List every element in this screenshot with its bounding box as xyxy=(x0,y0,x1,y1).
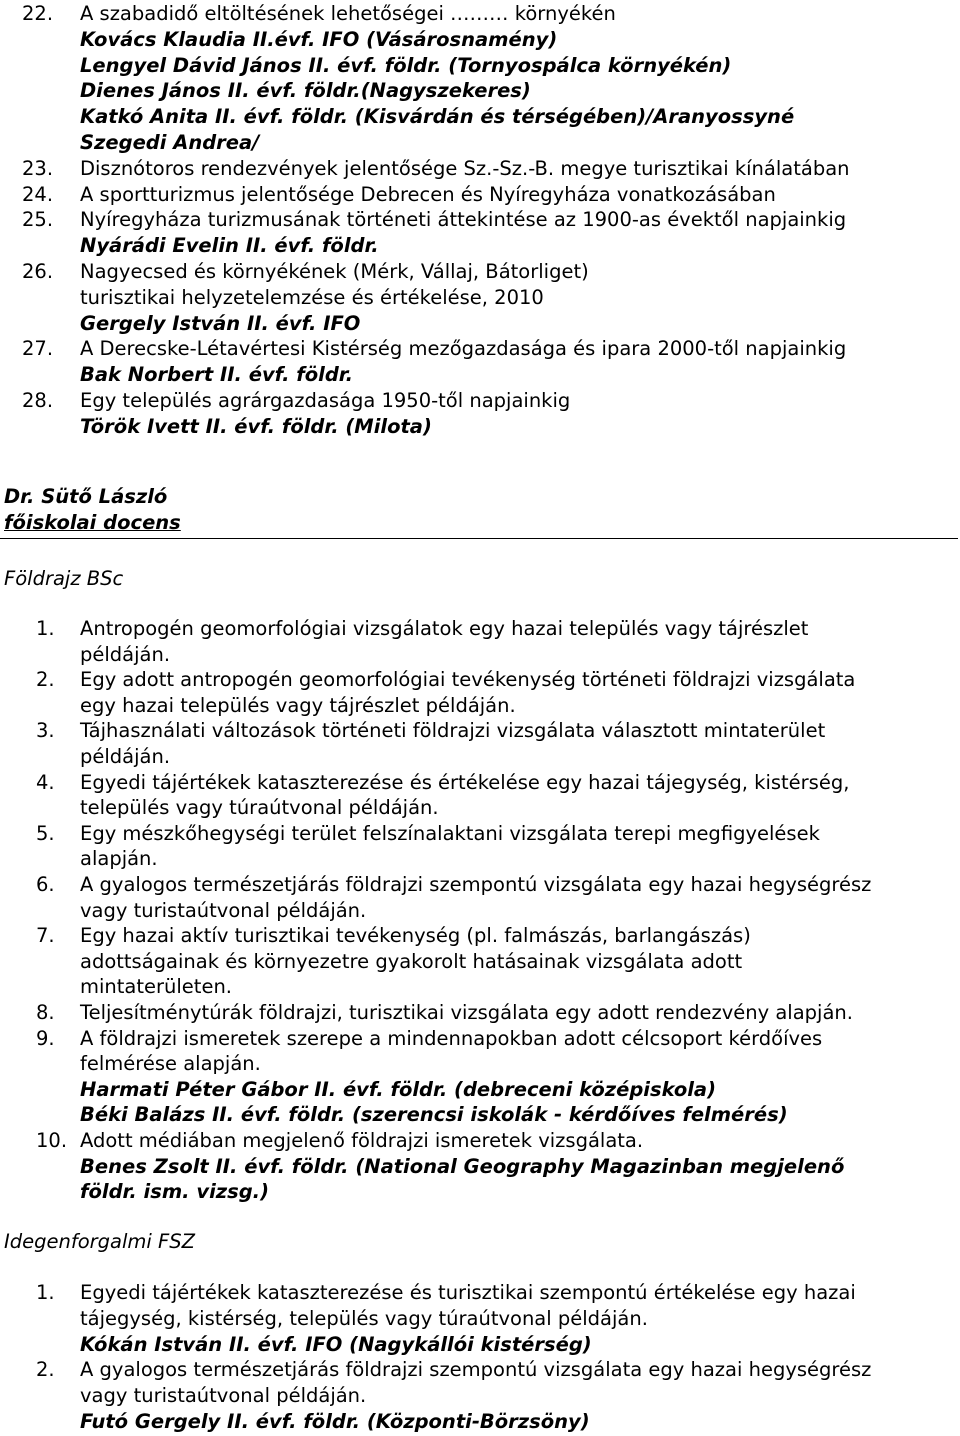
topic-line: Adott médiában megjelenő földrajzi ismeretek vizsgálata. xyxy=(80,1129,644,1152)
topic-line: vagy turistaútvonal példáján. xyxy=(80,1384,367,1408)
supervisor-name: Dr. Sütő László xyxy=(4,485,168,508)
item-number: 8. xyxy=(36,1001,55,1024)
topic-line: A sportturizmus jelentősége Debrecen és Nyíregyháza vonatkozásában xyxy=(80,182,776,206)
item-number: 26. xyxy=(22,260,54,283)
topic-line: település vagy túraútvonal példáján. xyxy=(80,796,439,820)
student-line: Kovács Klaudia II.évf. IFO (Vásárosnamény) xyxy=(80,27,558,51)
student-line: Katkó Anita II. évf. földr. (Kisvárdán és térségében)/Aranyossyné xyxy=(80,105,795,129)
topic-line: egy hazai település vagy tájrészlet példáján. xyxy=(80,693,516,717)
topic-line: vagy turistaútvonal példáján. xyxy=(80,898,367,922)
topic-line: tájegység, kistérség, település vagy túraútvonal példáján. xyxy=(80,1306,648,1330)
item-number: 22. xyxy=(22,2,54,25)
item-number: 2. xyxy=(36,668,55,692)
topic-line: A gyalogos természetjárás földrajzi szempontú vizsgálata egy hazai hegységrész xyxy=(80,1358,872,1382)
student-line: Béki Balázs II. évf. földr. (szerencsi iskolák - kérdőíves felmérés) xyxy=(80,1103,788,1127)
topic-line: felmérése alapján. xyxy=(80,1052,261,1076)
topic-line: példáján. xyxy=(80,642,171,666)
section-heading-idegenforgalmi-fsz: Idegenforgalmi FSZ xyxy=(4,1230,195,1253)
item-number: 5. xyxy=(36,821,55,845)
topic-line: Egyedi tájértékek kataszterezése és turisztikai szempontú értékelése egy hazai xyxy=(80,1281,856,1304)
student-line: földr. ism. vizsg.) xyxy=(80,1180,269,1204)
topic-line: Disznótoros rendezvények jelentősége Sz.-Sz.-B. megye turisztikai kínálatában xyxy=(80,156,850,180)
item-number: 2. xyxy=(36,1358,55,1382)
item-number: 23. xyxy=(22,156,54,180)
item-number: 10. xyxy=(36,1129,68,1152)
item-number: 1. xyxy=(36,1281,55,1304)
student-line: Török Ivett II. évf. földr. (Milota) xyxy=(80,414,432,438)
item-number: 6. xyxy=(36,873,55,896)
item-number: 3. xyxy=(36,719,55,743)
item-number: 27. xyxy=(22,337,54,361)
topic-line: Nagyecsed és környékének (Mérk, Vállaj, Bátorliget) xyxy=(80,260,589,283)
topic-line: Egy település agrárgazdasága 1950-től napjainkig xyxy=(80,389,571,412)
student-line: Bak Norbert II. évf. földr. xyxy=(80,363,354,387)
student-line: Szegedi Andrea/ xyxy=(80,131,260,154)
topic-line: Egy mészkőhegységi terület felszínalaktani vizsgálata terepi megfigyelések xyxy=(80,821,820,845)
topic-line: A Derecske-Létavértesi Kistérség mezőgazdasága és ipara 2000-től napjainkig xyxy=(80,337,847,361)
topic-line: Tájhasználati változások történeti földrajzi vizsgálata választott mintaterület xyxy=(80,719,826,743)
topic-line: A földrajzi ismeretek szerepe a mindennapokban adott célcsoport kérdőíves xyxy=(80,1026,823,1050)
topic-line: Teljesítménytúrák földrajzi, turisztikai vizsgálata egy adott rendezvény alapján. xyxy=(80,1001,853,1024)
student-line: Nyárádi Evelin II. évf. földr. xyxy=(80,234,379,258)
supervisor-title: főiskolai docens xyxy=(4,511,181,534)
topic-line: Nyíregyháza turizmusának történeti áttekintése az 1900-as évektől napjainkig xyxy=(80,208,847,232)
topic-line: mintaterületen. xyxy=(80,975,233,999)
topic-line: turisztikai helyzetelemzése és értékelése, 2010 xyxy=(80,285,544,309)
student-line: Gergely István II. évf. IFO xyxy=(80,311,361,335)
item-number: 24. xyxy=(22,182,54,206)
student-line: Lengyel Dávid János II. évf. földr. (Tornyospálca környékén) xyxy=(80,53,732,77)
item-number: 25. xyxy=(22,208,54,232)
section-heading-foldrajz-bsc: Földrajz BSc xyxy=(4,567,124,590)
topic-line: Antropogén geomorfológiai vizsgálatok egy hazai település vagy tájrészlet xyxy=(80,617,809,640)
item-number: 4. xyxy=(36,770,55,794)
student-line: Futó Gergely II. évf. földr. (Központi-Börzsöny) xyxy=(80,1410,590,1433)
topic-line: alapján. xyxy=(80,847,158,871)
student-line: Benes Zsolt II. évf. földr. (National Geography Magazinban megjelenő xyxy=(80,1154,845,1178)
topic-line: A gyalogos természetjárás földrajzi szempontú vizsgálata egy hazai hegységrész xyxy=(80,873,872,896)
item-number: 9. xyxy=(36,1026,55,1050)
item-number: 28. xyxy=(22,389,54,412)
section-divider xyxy=(0,538,958,539)
topic-line: A szabadidő eltöltésének lehetőségei ……… környékén xyxy=(80,2,616,25)
student-line: Harmati Péter Gábor II. évf. földr. (debreceni középiskola) xyxy=(80,1077,717,1101)
item-number: 7. xyxy=(36,924,55,948)
topic-line: Egyedi tájértékek kataszterezése és értékelése egy hazai tájegység, kistérség, xyxy=(80,770,850,794)
topic-line: példáján. xyxy=(80,745,171,768)
topic-line: Egy adott antropogén geomorfológiai tevékenység történeti földrajzi vizsgálata xyxy=(80,668,856,692)
item-number: 1. xyxy=(36,617,55,640)
student-line: Kókán István II. évf. IFO (Nagykállói kistérség) xyxy=(80,1332,592,1356)
topic-line: adottságainak és környezetre gyakorolt hatásainak vizsgálata adott xyxy=(80,949,743,973)
student-line: Dienes János II. évf. földr.(Nagyszekeres) xyxy=(80,79,531,103)
topic-line: Egy hazai aktív turisztikai tevékenység (pl. falmászás, barlangászás) xyxy=(80,924,751,948)
